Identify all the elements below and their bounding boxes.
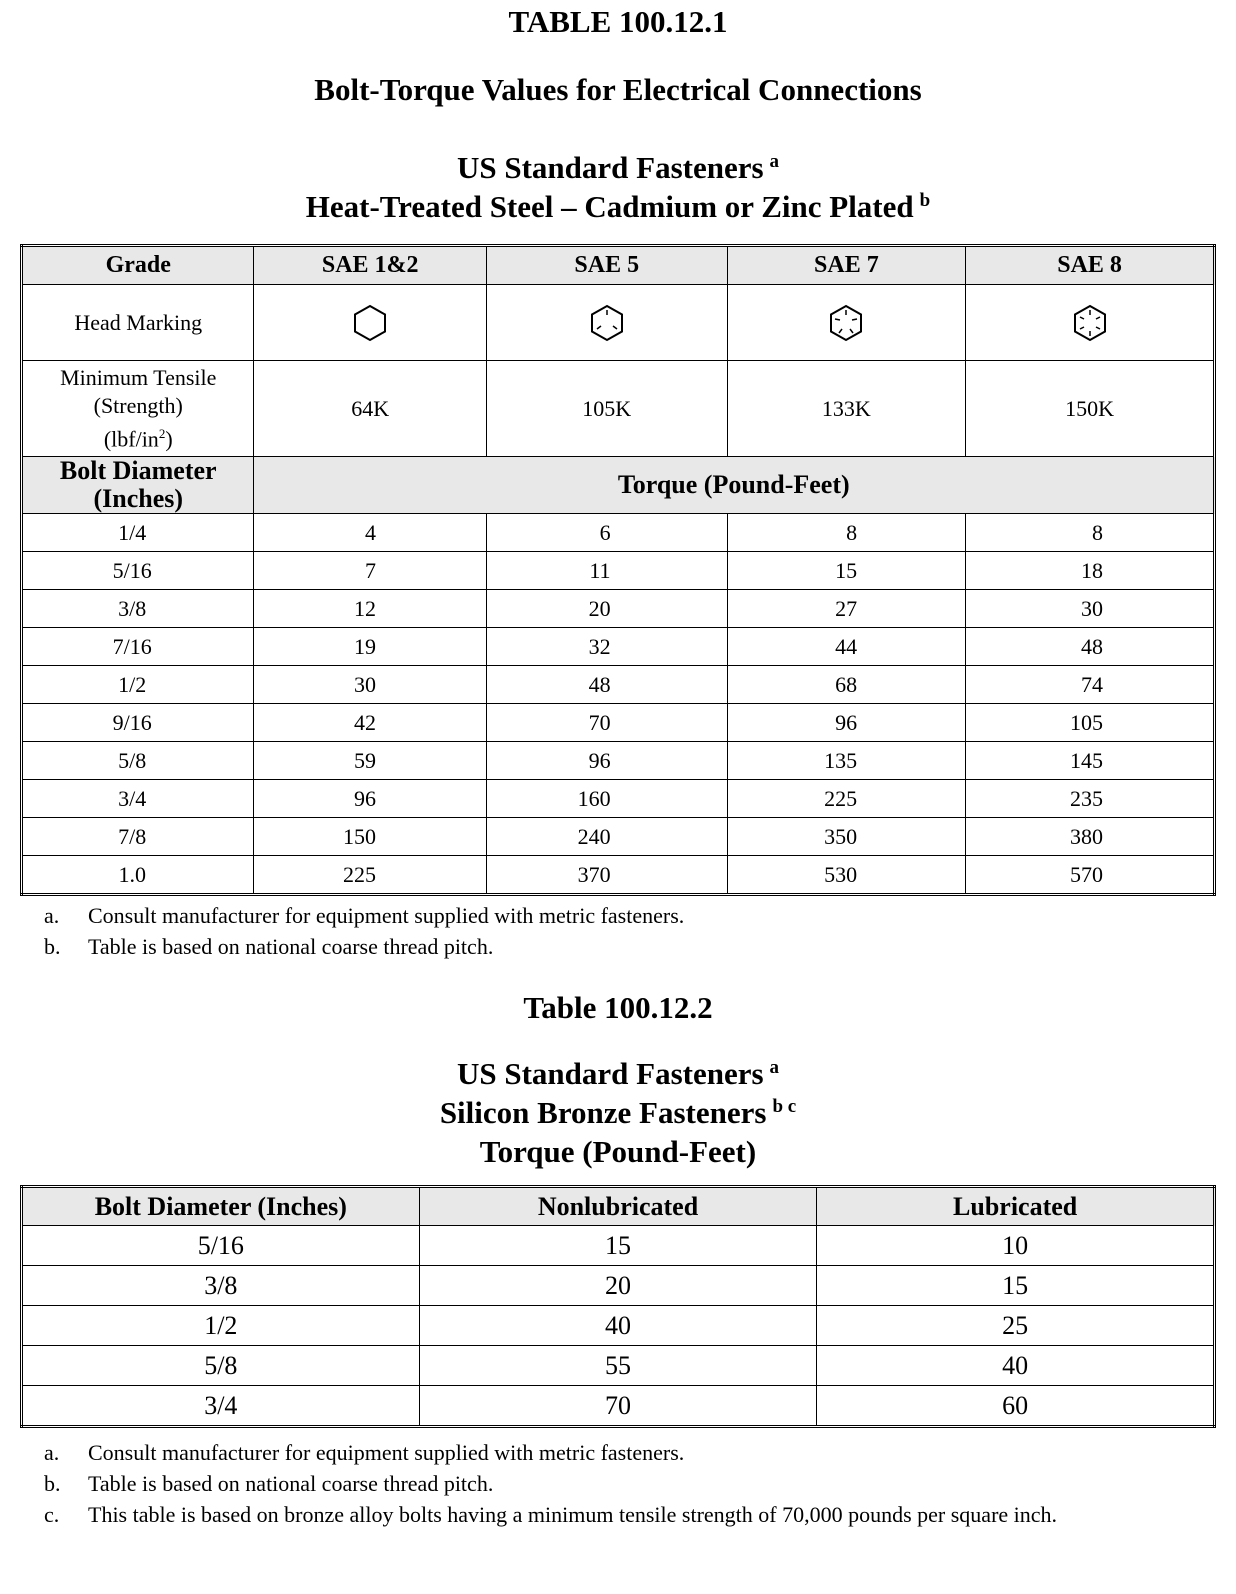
hex-plain-icon [350,303,390,343]
footnote-label: b. [44,934,61,959]
tensile-value: 64K [254,361,486,457]
footnote-label: a. [44,1440,60,1465]
footnote-label: c. [44,1502,60,1527]
column-header: Nonlubricated [419,1187,817,1226]
table2-header-line3: Torque (Pound-Feet) [479,1134,757,1169]
footnote-text: This table is based on bronze alloy bolts having a minimum tensile strength of 70,000 pounds per square inch. [88,1502,1058,1527]
torque-value-cell: 570 [966,856,1215,895]
table1-header [0,148,1236,226]
bolt-diameter-cell: 1/2 [22,666,254,704]
table1-header-line1: US Standard Fasteners [456,150,764,185]
table2-header-line2-sup: b c [772,1096,797,1117]
bolt-diameter-cell: 9/16 [22,704,254,742]
torque-value-cell: 380 [966,818,1215,856]
torque-value-cell: 70 [419,1386,817,1427]
bolt-diameter-cell: 1.0 [22,856,254,895]
bolt-diameter-cell: 3/8 [22,590,254,628]
table-row [22,780,1215,818]
table1-header-line2: Heat-Treated Steel – Cadmium or Zinc Plated [305,189,914,224]
table-row [22,1306,1215,1346]
footnote-label: a. [44,903,60,928]
torque-value-cell: 160 [486,780,727,818]
torque-value-cell: 12 [254,590,486,628]
torque-value-cell: 8 [727,514,966,552]
torque-value-cell: 18 [966,552,1215,590]
head-marking-cell [486,285,727,361]
torque-value-cell: 20 [486,590,727,628]
torque-label: Torque (Pound-Feet) [254,457,1215,514]
footnote [44,1437,1057,1468]
torque-value-cell: 42 [254,704,486,742]
torque-value-cell: 30 [966,590,1215,628]
torque-value-cell: 240 [486,818,727,856]
torque-value-cell: 70 [486,704,727,742]
torque-value-cell: 60 [817,1386,1215,1427]
bolt-diameter-cell: 5/16 [22,552,254,590]
table-row [22,552,1215,590]
table-row [22,666,1215,704]
torque-value-cell: 96 [486,742,727,780]
bolt-diameter-cell: 5/16 [22,1226,420,1266]
table2-header-line2: Silicon Bronze Fasteners [439,1095,767,1130]
footnote-text: Consult manufacturer for equipment supplied with metric fasteners. [88,1440,685,1465]
head-marking-cell [727,285,966,361]
torque-value-cell: 48 [486,666,727,704]
footnote-text: Table is based on national coarse thread pitch. [88,934,494,959]
torque-value-cell: 530 [727,856,966,895]
table-row [22,628,1215,666]
torque-value-cell: 145 [966,742,1215,780]
footnote-text: Consult manufacturer for equipment supplied with metric fasteners. [88,903,685,928]
table1-header-line2-sup: b [919,190,931,211]
torque-value-cell: 11 [486,552,727,590]
footnote [44,1499,1057,1530]
torque-value-cell: 25 [817,1306,1215,1346]
torque-value-cell: 40 [817,1346,1215,1386]
table-row [22,704,1215,742]
torque-value-cell: 27 [727,590,966,628]
bolt-diameter-cell: 1/2 [22,1306,420,1346]
table1-notes [44,900,684,962]
torque-value-cell: 19 [254,628,486,666]
table2-notes [44,1437,1057,1530]
torque-value-cell: 105 [966,704,1215,742]
footnote [44,931,684,962]
head-marking-cell [254,285,486,361]
torque-value-cell: 30 [254,666,486,704]
bolt-diameter-cell: 3/8 [22,1266,420,1306]
hex-5-line-icon [826,303,866,343]
footnote-label: b. [44,1471,61,1496]
table1-header-line1-sup: a [769,151,780,172]
torque-value-cell: 4 [254,514,486,552]
torque-value-cell: 8 [966,514,1215,552]
torque-value-cell: 48 [966,628,1215,666]
tensile-value: 150K [966,361,1215,457]
torque-value-cell: 15 [419,1226,817,1266]
bolt-diameter-cell: 1/4 [22,514,254,552]
bolt-diameter-cell: 5/8 [22,1346,420,1386]
bolt-diameter-cell: 7/8 [22,818,254,856]
table-row [22,1266,1215,1306]
torque-subheader-row [22,457,1215,514]
head-marking-row [22,285,1215,361]
torque-value-cell: 225 [727,780,966,818]
torque-value-cell: 135 [727,742,966,780]
table2-title: Table 100.12.2 [523,990,713,1025]
bolt-diameter-cell: 5/8 [22,742,254,780]
bolt-diameter-cell: 7/16 [22,628,254,666]
torque-value-cell: 15 [727,552,966,590]
grade-label: Grade [22,246,254,285]
footnote [44,900,684,931]
torque-value-cell: 15 [817,1266,1215,1306]
table-row [22,856,1215,895]
torque-value-cell: 20 [419,1266,817,1306]
torque-value-cell: 7 [254,552,486,590]
table-row [22,514,1215,552]
column-header: Lubricated [817,1187,1215,1226]
bolt-diameter-label: Bolt Diameter (Inches) [22,457,254,514]
torque-value-cell: 225 [254,856,486,895]
table1-title: TABLE 100.12.1 [508,4,728,39]
tensile-value: 105K [486,361,727,457]
tensile-value: 133K [727,361,966,457]
tensile-label: Minimum Tensile (Strength) $(lbf/in^2)$ [22,361,254,457]
torque-value-cell: 6 [486,514,727,552]
table1-subtitle: Bolt-Torque Values for Electrical Connections [314,72,922,107]
head-marking-label: Head Marking [22,285,254,361]
table2-header-line1: US Standard Fasteners [456,1056,764,1091]
torque-value-cell: 350 [727,818,966,856]
torque-value-cell: 44 [727,628,966,666]
hex-6-line-icon [1070,303,1110,343]
column-header: Bolt Diameter (Inches) [22,1187,420,1226]
bolt-diameter-cell: 3/4 [22,1386,420,1427]
table-row [22,818,1215,856]
table-row [22,1386,1215,1427]
table-row [22,1226,1215,1266]
grade-header: SAE 7 [727,246,966,285]
torque-table-steel [20,244,1216,896]
torque-value-cell: 96 [254,780,486,818]
torque-value-cell: 55 [419,1346,817,1386]
torque-value-cell: 370 [486,856,727,895]
torque-value-cell: 10 [817,1226,1215,1266]
torque-table-bronze [20,1185,1216,1428]
table-row [22,742,1215,780]
footnote-text: Table is based on national coarse thread pitch. [88,1471,494,1496]
grade-header: SAE 5 [486,246,727,285]
table2-header-row [22,1187,1215,1226]
grade-header: SAE 1&2 [254,246,486,285]
grade-header: SAE 8 [966,246,1215,285]
head-marking-cell [966,285,1215,361]
torque-value-cell: 150 [254,818,486,856]
table2-header-line1-sup: a [769,1057,780,1078]
torque-value-cell: 235 [966,780,1215,818]
torque-value-cell: 40 [419,1306,817,1346]
footnote [44,1468,1057,1499]
table2-header [0,1054,1236,1171]
torque-value-cell: 74 [966,666,1215,704]
torque-value-cell: 59 [254,742,486,780]
table-row [22,1346,1215,1386]
grade-row [22,246,1215,285]
tensile-row [22,361,1215,457]
torque-value-cell: 96 [727,704,966,742]
bolt-diameter-cell: 3/4 [22,780,254,818]
torque-value-cell: 32 [486,628,727,666]
table-row [22,590,1215,628]
torque-value-cell: 68 [727,666,966,704]
hex-3-line-icon [587,303,627,343]
